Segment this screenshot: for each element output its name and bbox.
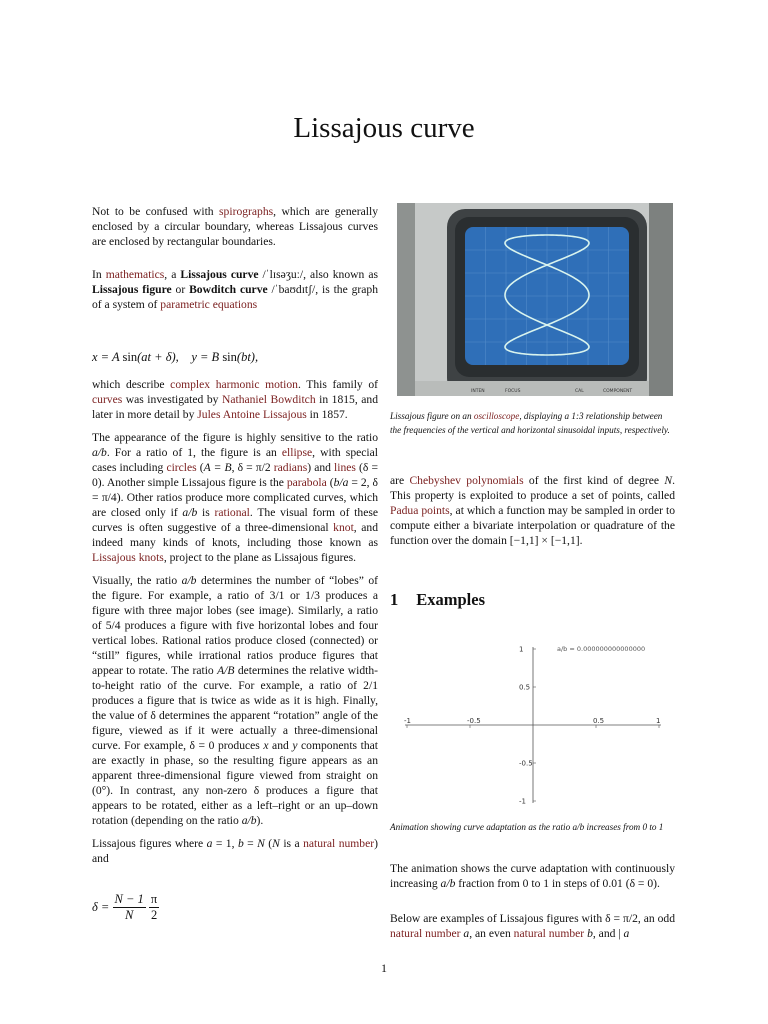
link-nathaniel-bowditch[interactable]: Nathaniel Bowditch — [221, 393, 316, 406]
section-heading-examples: 1 Examples — [390, 590, 486, 609]
appearance-paragraph: The appearance of the figure is highly sensitive to the ratio a/b. For a ratio of 1, the figure is an ellipse, with special cases including circles (A = B, δ = π/2 radians) and lines (δ = 0). Another simple Lissajous figure is the parabola (b/a = 2, δ = π/4). Other ratios produce more complicated curves, which are closed only if a/b is rational. The visual form of these curves is often suggestive of a three-dimensional knot, and indeed many kinds of knots, including those known as Lissajous knots, project to the plane as Lissajous figures. — [92, 431, 379, 564]
left-column — [92, 204, 378, 923]
panel-label-inten: INTEN — [471, 389, 485, 394]
link-natural-number-even[interactable]: natural number — [513, 927, 585, 940]
link-natural-number-odd[interactable]: natural number — [390, 927, 461, 940]
link-mathematics[interactable]: mathematics — [105, 268, 165, 281]
intro-paragraph: In mathematics, a Lissajous curve /ˈlɪsəʒuː/, also known as Lissajous figure or Bowditch curve /ˈbaʊdɪtʃ/, is the graph of a system of parametric equations — [92, 268, 378, 311]
link-lines[interactable]: lines — [334, 461, 356, 474]
link-spirographs[interactable]: spirographs — [219, 205, 274, 218]
link-circles[interactable]: circles — [166, 461, 197, 474]
animation-chart — [398, 636, 668, 810]
chebyshev-paragraph: are Chebyshev polynomials of the first kind of degree N. This property is exploited to produce a set of points, called Padua points, at which a function may be sampled in order to compute either a bivariate interpolation or quadrature of the function over the domain [−1,1] × [−1,1]. — [390, 474, 675, 547]
link-curves[interactable]: curves — [92, 393, 123, 406]
link-rational[interactable]: rational — [214, 506, 250, 519]
link-padua-points[interactable]: Padua points — [390, 504, 450, 517]
y-tick-label: 0.5 — [519, 683, 531, 692]
link-radians[interactable]: radians — [273, 461, 308, 474]
page-title: Lissajous curve — [293, 112, 475, 144]
lobes-paragraph: Visually, the ratio a/b determines the number of “lobes” of the figure. For example, a ratio of 3/1 or 1/3 produces a figure with three major lobes (see image). Similarly, a ratio of 5/4 produces a figure with five horizontal lobes and four vertical lobes. Rational ratios produce closed (connected) or “still” figures, while irrational ratios produce figures that appear to rotate. The ratio A/B determines the relative width-to-height ratio of the curve. For example, a ratio of 2/1 produces a figure that is twice as wide as it is high. Finally, the value of δ determines the apparent “rotation” angle of the figure, viewed as if it were actually a three-dimensional curve. For example, δ = 0 produces x and y components that are exactly in phase, so the resulting figure appears as an apparent three-dimensional figure viewed from straight on (0°). In contrast, any non-zero δ produces a figure that appears to be rotated, either as a left–right or an up–down rotation (depending on the ratio a/b). — [92, 574, 379, 827]
link-parametric-equations[interactable]: parametric equations — [160, 298, 258, 311]
panel-label-focus: FOCUS — [505, 389, 521, 394]
y-tick-label: -0.5 — [519, 759, 533, 768]
link-complex-harmonic-motion[interactable]: complex harmonic motion — [170, 378, 298, 391]
link-lissajous-knots[interactable]: Lissajous knots — [92, 551, 164, 564]
panel-label-cal: CAL — [575, 389, 584, 394]
link-knot[interactable]: knot — [333, 521, 354, 534]
y-tick-label: -1 — [519, 797, 526, 806]
oscilloscope-illustration — [397, 203, 673, 396]
animation-paragraph: The animation shows the curve adaptation with continuously increasing a/b fraction from 0 to 1 in steps of 0.01 (δ = 0). — [390, 862, 675, 890]
examples-paragraph: Below are examples of Lissajous figures with δ = π/2, an odd natural number a, an even natural number b, and | a — [390, 912, 675, 940]
link-oscilloscope[interactable]: oscilloscope — [473, 411, 520, 421]
panel-label-component: COMPONENT — [603, 389, 633, 394]
chart-annotation: a/b = 0.000000000000000 — [557, 645, 646, 653]
history-paragraph: which describe complex harmonic motion. This family of curves was investigated by Nathaniel Bowditch in 1815, and later in more detail by Jules Antoine Lissajous in 1857. — [92, 378, 378, 421]
y-tick-label: 1 — [519, 645, 524, 654]
chart-svg — [398, 636, 668, 810]
link-natural-number[interactable]: natural number — [303, 837, 375, 850]
x-tick-label: -1 — [404, 717, 411, 725]
hatnote-paragraph: Not to be confused with spirographs, which are generally enclosed by a circular boundary, whereas Lissajous curves are enclosed by rectangular boundaries. — [92, 205, 379, 248]
link-parabola[interactable]: parabola — [286, 476, 327, 489]
x-tick-label: 0.5 — [593, 717, 605, 725]
parametric-equation: x = A sin(at + δ), y = B sin(bt), — [92, 350, 259, 364]
photo-caption: Lissajous figure on an oscilloscope, displaying a 1:3 relationship between the frequencies of the vertical and horizontal sinusoidal inputs, respectively. — [390, 411, 670, 435]
link-jules-lissajous[interactable]: Jules Antoine Lissajous — [197, 408, 307, 421]
page-number: 1 — [381, 961, 387, 975]
where-paragraph: Lissajous figures where a = 1, b = N (N is a natural number) and — [92, 837, 378, 865]
delta-equation: δ = $\frac{N - 1}{N}$ $\frac{\pi}{2}$ — [92, 892, 158, 922]
oscilloscope-photo — [397, 203, 673, 396]
link-ellipse[interactable]: ellipse — [281, 446, 313, 459]
x-tick-label: -0.5 — [467, 717, 481, 725]
link-chebyshev-polynomials[interactable]: Chebyshev polynomials — [409, 474, 524, 487]
animation-caption: Animation showing curve adaptation as the ratio a/b increases from 0 to 1 — [390, 822, 664, 832]
x-tick-label: 1 — [656, 717, 661, 725]
